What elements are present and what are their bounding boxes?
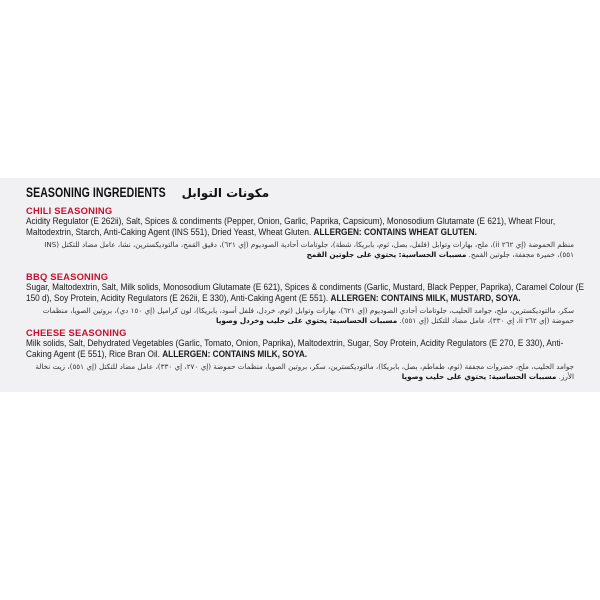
title-row — [0, 184, 600, 204]
arabic-ingredients — [26, 362, 574, 382]
english-ingredients — [26, 282, 585, 304]
section-heading: BBQ SEASONING — [26, 271, 109, 282]
arabic-allergen: مسببات الحساسية: يحتوي على حليب وخردل وصويا — [216, 316, 398, 325]
arabic-ingredients-text: جوامد الحليب، ملح، خضروات مجففة (ثوم، طماطم، بصل، بابريكا)، مالتوديكسترين، سكر، بروتين الصويا، منظمات حموضة (إي ٢٧٠، إي ٣٣٠)، عامل مضاد للتكتل (إي ٥٥١)، زيت نخالة الأرز. — [35, 362, 574, 381]
section-chili — [0, 205, 600, 270]
english-ingredients-text: Acidity Regulator (E 262ii), Salt, Spices & condiments (Pepper, Onion, Garlic, Paprika, Capsicum), Monosodium Glutamate (E 621), Wheat Flour, Maltodextrin, Starch, Anti-Caking Agent (INS 551), Dried Yeast, Wheat Gluten. — [26, 216, 556, 239]
section-heading: CHEESE SEASONING — [26, 327, 127, 338]
section-heading: CHILI SEASONING — [26, 205, 113, 216]
arabic-allergen: مسببات الحساسية: يحتوي على حليب وصويا — [401, 372, 557, 381]
arabic-ingredients — [26, 240, 574, 260]
section-bbq — [0, 271, 600, 326]
arabic-allergen: مسببات الحساسية: يحتوي على جلوتين القمح — [306, 250, 467, 259]
arabic-ingredients — [26, 306, 574, 326]
section-cheese — [0, 327, 600, 394]
english-allergen: ALLERGEN: CONTAINS MILK, SOYA. — [162, 349, 308, 361]
arabic-block — [26, 362, 574, 394]
english-ingredients-text: Milk solids, Salt, Dehydrated Vegetables (Garlic, Tomato, Onion, Paprika), Maltodextrin, Sugar, Soy Protein, Acidity Regulators (E 270, E 330), Anti-Caking Agent (E 551), Rice Bran Oil. — [26, 338, 564, 361]
english-block — [26, 282, 586, 306]
arabic-block — [26, 306, 574, 326]
english-allergen: ALLERGEN: CONTAINS MILK, MUSTARD, SOYA. — [330, 293, 521, 305]
arabic-ingredients-text: منظم الحموضة (إي ٢٦٢ ii)، ملح، بهارات وتوابل (فلفل، بصل، ثوم، بابريكا، شطة)، جلوتامات أحادية الصوديوم (إي ٦٢١)، دقيق القمح، مالتوديكسترين، نشا، عامل مضاد للتكتل (INS ٥٥١)، خميرة مجففة، جلوتين القمح. — [44, 240, 574, 259]
arabic-block — [26, 240, 574, 270]
ingredients-content — [0, 178, 600, 392]
page-title: SEASONING INGREDIENTS — [26, 185, 166, 200]
english-ingredients-text: Sugar, Maltodextrin, Salt, Milk solids, Monosodium Glutamate (E 621), Spices & condiments (Garlic, Mustard, Black Pepper, Paprika), Caramel Colour (E 150 d), Soy Protein, Acidity Regulators (E 262ii, E 330), Anti-Caking Agent (E 551). — [26, 282, 585, 305]
english-ingredients — [26, 338, 585, 360]
english-ingredients — [26, 216, 585, 238]
english-block — [26, 216, 586, 240]
english-allergen: ALLERGEN: CONTAINS WHEAT GLUTEN. — [313, 227, 477, 239]
arabic-ingredients-text: سكر، مالتوديكسترين، ملح، جوامد الحليب، جلوتامات أحادي الصوديوم (إي ٦٢١)، بهارات وتوابل (ثوم، خردل، فلفل أسود، بابريكا)، لون كراميل (إي ١٥٠ دي)، بروتين الصويا، منظمات حموضة (إي ٢٦٢ ii، إي ٣٣٠)، عامل مضاد للتكتل (إي ٥٥١). — [42, 306, 574, 325]
page-title-arabic: مكونات التوابل — [181, 186, 270, 200]
english-block — [26, 338, 586, 362]
ingredients-panel — [0, 178, 600, 392]
